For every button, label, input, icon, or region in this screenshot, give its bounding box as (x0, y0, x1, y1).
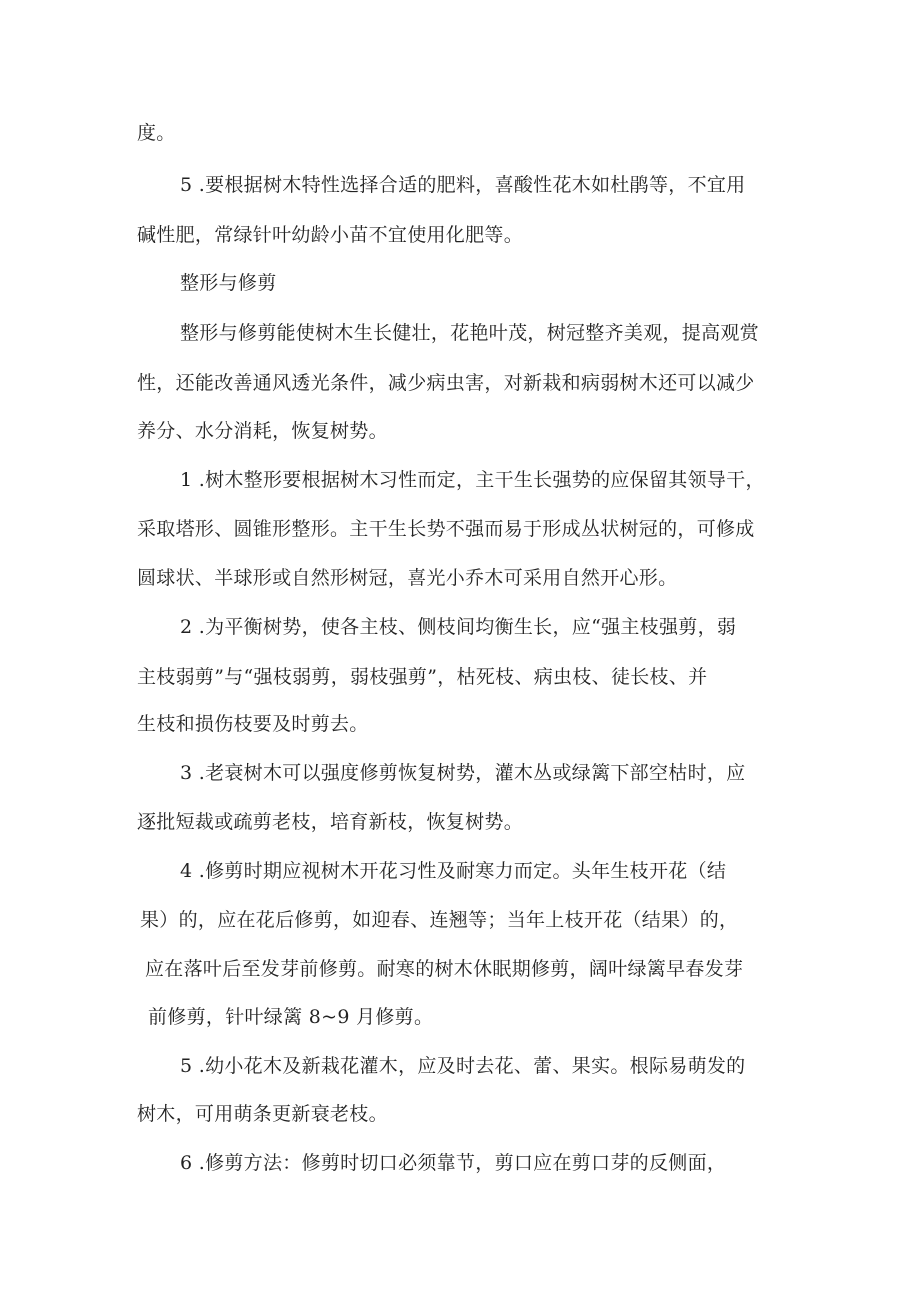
text-line: 4 .修剪时期应视树木开花习性及耐寒力而定。头年生枝开花（结 (180, 860, 727, 882)
text-line: 应在落叶后至发芽前修剪。耐寒的树木休眠期修剪，阔叶绿篱早春发芽 (145, 958, 744, 980)
section-heading: 整形与修剪 (180, 272, 277, 294)
text-line: 3 .老衰树木可以强度修剪恢复树势，灌木丛或绿篱下部空枯时，应 (180, 762, 746, 784)
text-line: 逐批短裁或疏剪老枝，培育新枝，恢复树势。 (137, 811, 524, 833)
text-line: 2 .为平衡树势，使各主枝、侧枝间均衡生长，应“强主枝强剪，弱 (180, 616, 737, 638)
text-line: 5 .幼小花木及新栽花灌木，应及时去花、蕾、果实。根际易萌发的 (180, 1055, 746, 1077)
text-line: 养分、水分消耗，恢复树势。 (137, 420, 388, 442)
text-line: 圆球状、半球形或自然形树冠，喜光小乔木可采用自然开心形。 (137, 567, 678, 589)
text-line: 5 .要根据树木特性选择合适的肥料，喜酸性花木如杜鹃等，不宜用 (180, 174, 746, 196)
text-line: 整形与修剪能使树木生长健壮，花艳叶茂，树冠整齐美观，提高观赏 (180, 322, 760, 344)
text-line: 树木，可用萌条更新衰老枝。 (137, 1103, 388, 1125)
text-line: 性，还能改善通风透光条件，减少病虫害，对新栽和病弱树木还可以减少 (137, 372, 755, 394)
text-line: 碱性肥，常绿针叶幼龄小苗不宜使用化肥等。 (137, 224, 524, 246)
text-line: 主枝弱剪”与“强枝弱剪，弱枝强剪”，枯死枝、病虫枝、徒长枝、并 (137, 666, 708, 688)
text-line: 1 .树木整形要根据树木习性而定，主干生长强势的应保留其领导干， (180, 469, 765, 491)
text-line: 前修剪，针叶绿篱 8~9 月修剪。 (148, 1006, 434, 1028)
text-line: 生枝和损伤枝要及时剪去。 (137, 713, 369, 735)
text-line: 果）的，应在花后修剪，如迎春、连翘等；当年上枝开花（结果）的， (140, 909, 739, 931)
text-line: 6 .修剪方法：修剪时切口必须靠节，剪口应在剪口芽的反侧面， (180, 1152, 727, 1174)
text-line: 采取塔形、圆锥形整形。主干生长势不强而易于形成丛状树冠的，可修成 (137, 518, 755, 540)
text-line: 度。 (137, 122, 176, 144)
